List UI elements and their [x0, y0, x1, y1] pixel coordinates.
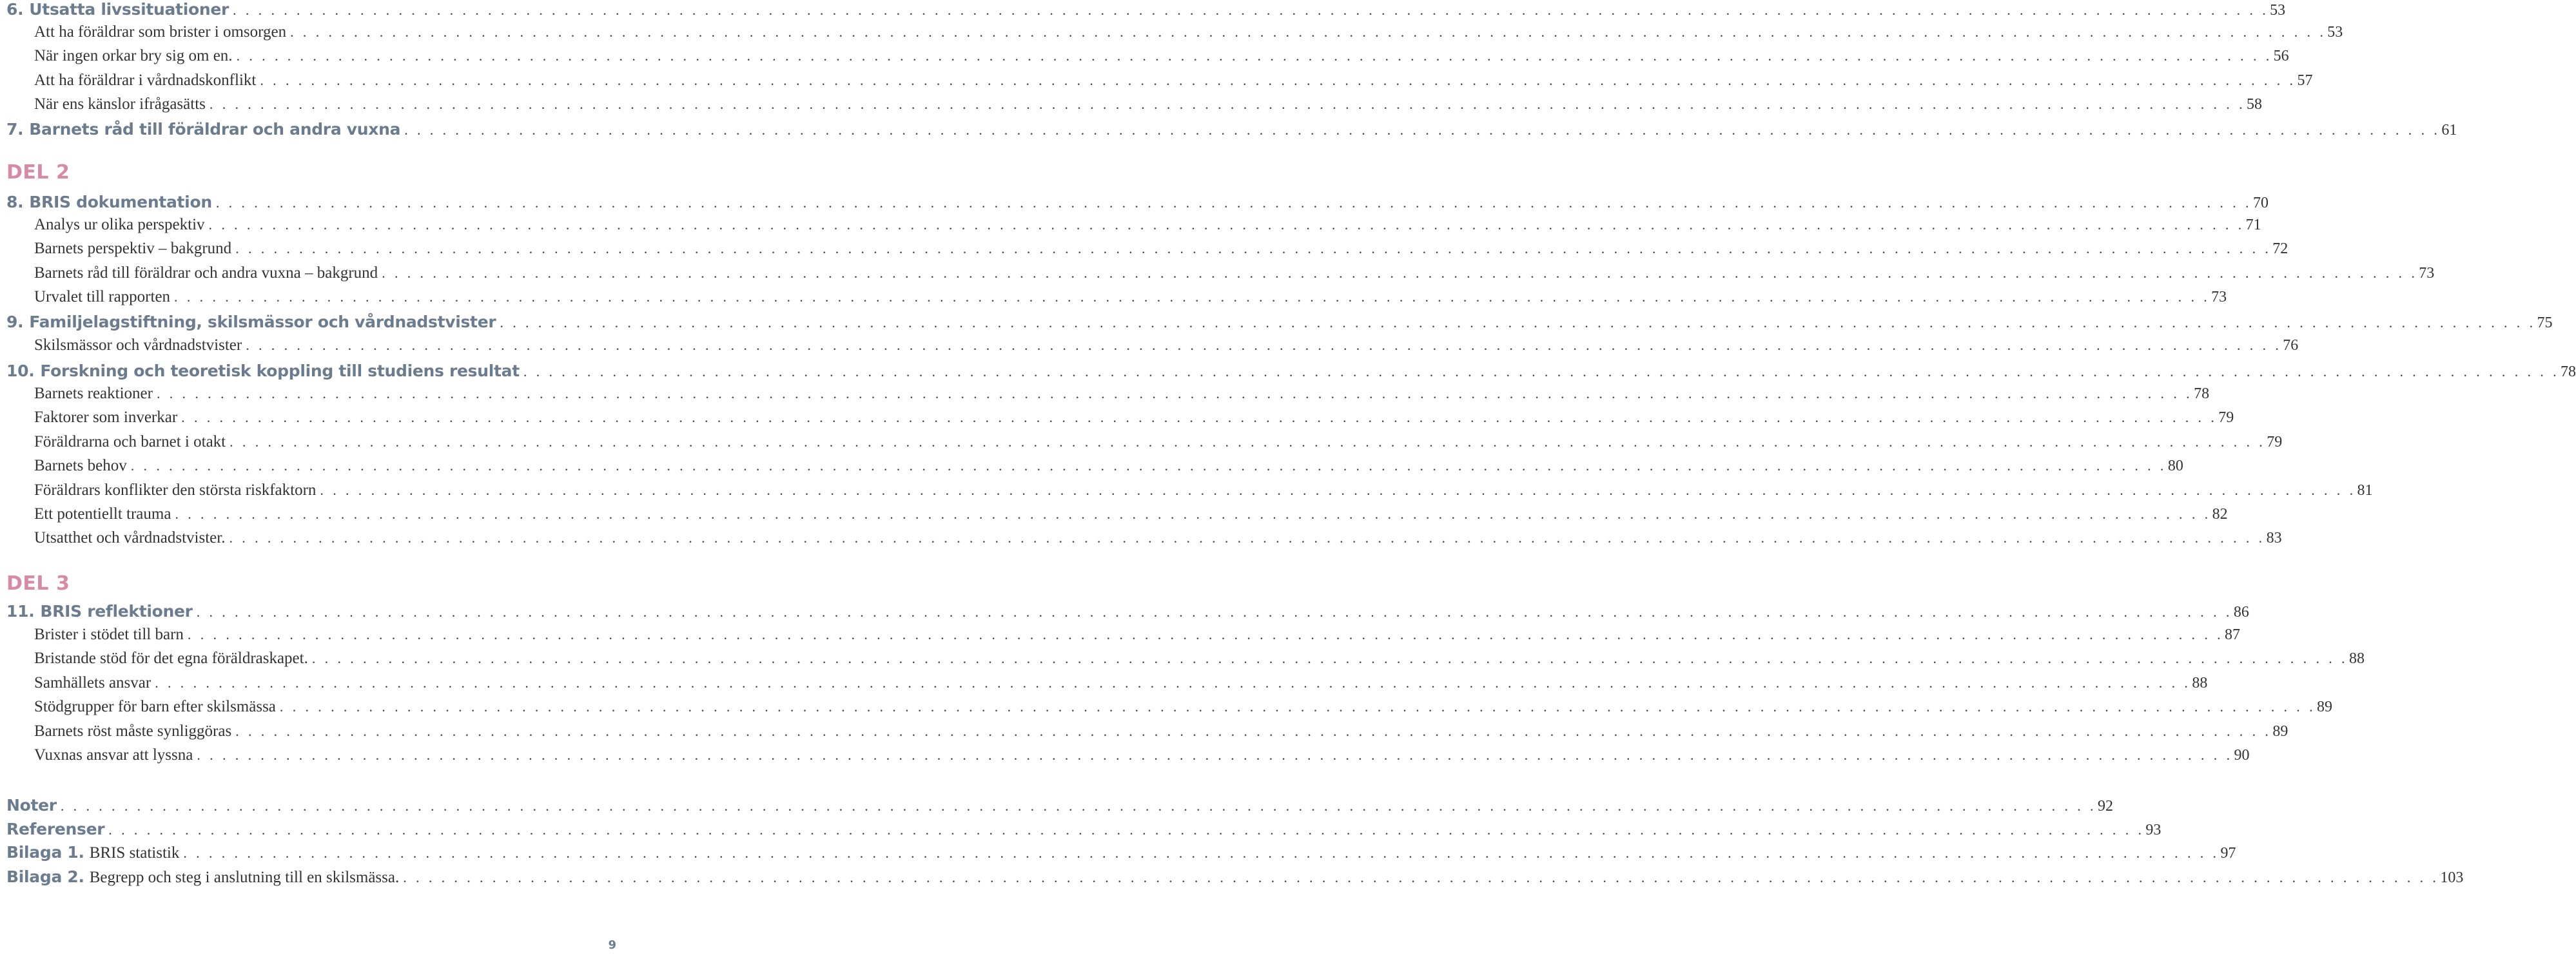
page-ref: 56 [2273, 48, 2289, 64]
dot-leader: . . . . . . . . . . . . . . . . . . . . . . . . . . . . . . . . . . . . . . . . . . . . . . . . . . . . . . . . . . . . . . . . . . . . . . . . . . . . . . . . . . . . . . . . . . . . . . . . . . . . . . . . . . . . . . . . . . . . . . . . . . . . . . . . . . . . . . . . . . . . . . . . . . . . . . . . . . . . . . . . [156, 385, 2193, 401]
dot-leader: . . . . . . . . . . . . . . . . . . . . . . . . . . . . . . . . . . . . . . . . . . . . . . . . . . . . . . . . . . . . . . . . . . . . . . . . . . . . . . . . . . . . . . . . . . . . . . . . . . . . . . . . . . . . . . . . . . . . . . . . . . . . . . . . . . . . . . . . . . . . . . . . . . . . . . . . . . . . . . . . [197, 747, 2233, 763]
entry-title-group [34, 385, 153, 403]
section-title: Urvalet till rapporten [34, 288, 171, 305]
chapter-title: Forskning och teoretisk koppling till studiens resultat [40, 362, 520, 380]
page-ref: 86 [2233, 604, 2249, 621]
entry-title-group [6, 193, 212, 211]
toc-entry-sub[interactable] [34, 23, 2343, 45]
entry-title-group [34, 674, 151, 692]
section-title: Stödgrupper för barn efter skilsmässa [34, 698, 276, 715]
toc-entry-sub[interactable] [34, 288, 2227, 310]
entry-title-group [34, 336, 242, 354]
toc-entry-chapter[interactable] [6, 820, 2161, 842]
page-ref: 75 [2537, 314, 2553, 331]
page-ref: 78 [2194, 385, 2210, 402]
entry-title-group [34, 529, 225, 547]
toc-entry-chapter[interactable] [6, 193, 2269, 215]
entry-title-group [34, 433, 226, 451]
section-title: Barnets behov [34, 457, 127, 474]
entry-title-group [34, 72, 256, 90]
dot-leader: . . . . . . . . . . . . . . . . . . . . . . . . . . . . . . . . . . . . . . . . . . . . . . . . . . . . . . . . . . . . . . . . . . . . . . . . . . . . . . . . . . . . . . . . . . . . . . . . . . . . . . . . . . . . . . . . . . . . . . . . . . . . . . . . . . . . . . . . . . . . . . . . . . . . . . . . . . . . . . . . [187, 626, 2224, 643]
page-ref: 73 [2211, 289, 2227, 305]
chapter-number: 7. [6, 120, 24, 139]
toc-entry-chapter[interactable] [6, 362, 2576, 383]
page-ref: 76 [2283, 337, 2299, 354]
section-title: Samhällets ansvar [34, 674, 151, 691]
chapter-number: 10. [6, 362, 35, 380]
appendix-label: Bilaga 2. [6, 867, 84, 886]
dot-leader: . . . . . . . . . . . . . . . . . . . . . . . . . . . . . . . . . . . . . . . . . . . . . . . . . . . . . . . . . . . . . . . . . . . . . . . . . . . . . . . . . . . . . . . . . . . . . . . . . . . . . . . . . . . . . . . . . . . . . . . . . . . . . . . . . . . . . . . . . . . . . . . . . . . . . . . . . . . . . . . . [523, 363, 2559, 380]
entry-title-group [6, 0, 229, 19]
toc-entry-sub[interactable] [34, 216, 2261, 238]
entry-title-group [34, 746, 193, 764]
dot-leader: . . . . . . . . . . . . . . . . . . . . . . . . . . . . . . . . . . . . . . . . . . . . . . . . . . . . . . . . . . . . . . . . . . . . . . . . . . . . . . . . . . . . . . . . . . . . . . . . . . . . . . . . . . . . . . . . . . . . . . . . . . . . . . . . . . . . . . . . . . . . . . . . . . . . . . . . . . . . . . . . [215, 195, 2252, 211]
entry-title-group [34, 216, 205, 234]
entry-title-group [6, 796, 57, 815]
section-title: Föräldrarna och barnet i otakt [34, 433, 226, 450]
entry-title-group [6, 120, 400, 139]
entry-title-group [34, 47, 233, 65]
toc-entry-sub[interactable] [34, 240, 2288, 262]
page-ref: 89 [2272, 723, 2288, 740]
page-ref: 53 [2327, 24, 2343, 41]
chapter-number: 6. [6, 0, 24, 19]
dot-leader: . . . . . . . . . . . . . . . . . . . . . . . . . . . . . . . . . . . . . . . . . . . . . . . . . . . . . . . . . . . . . . . . . . . . . . . . . . . . . . . . . . . . . . . . . . . . . . . . . . . . . . . . . . . . . . . . . . . . . . . . . . . . . . . . . . . . . . . . . . . . . . . . . . . . . . . . . . . . . . . . [155, 675, 2191, 691]
page-ref: 71 [2245, 217, 2261, 233]
page-ref: 61 [2441, 122, 2457, 139]
toc-entry-sub[interactable] [34, 457, 2183, 479]
toc-entry-sub[interactable] [34, 481, 2373, 503]
dot-leader: . . . . . . . . . . . . . . . . . . . . . . . . . . . . . . . . . . . . . . . . . . . . . . . . . . . . . . . . . . . . . . . . . . . . . . . . . . . . . . . . . . . . . . . . . . . . . . . . . . . . . . . . . . . . . . . . . . . . . . . . . . . . . . . . . . . . . . . . . . . . . . . . . . . . . . . . . . . . . . . . [229, 434, 2266, 450]
page-ref: 89 [2317, 699, 2333, 715]
dot-leader: . . . . . . . . . . . . . . . . . . . . . . . . . . . . . . . . . . . . . . . . . . . . . . . . . . . . . . . . . . . . . . . . . . . . . . . . . . . . . . . . . . . . . . . . . . . . . . . . . . . . . . . . . . . . . . . . . . . . . . . . . . . . . . . . . . . . . . . . . . . . . . . . . . . . . . . . . . . . . . . . [382, 265, 2418, 281]
entry-title-group [6, 602, 193, 621]
dot-leader: . . . . . . . . . . . . . . . . . . . . . . . . . . . . . . . . . . . . . . . . . . . . . . . . . . . . . . . . . . . . . . . . . . . . . . . . . . . . . . . . . . . . . . . . . . . . . . . . . . . . . . . . . . . . . . . . . . . . . . . . . . . . . . . . . . . . . . . . . . . . . . . . . . . . . . . . . . . . . . . . [279, 699, 2316, 715]
entry-title-group [34, 23, 286, 41]
page-ref: 92 [2097, 798, 2113, 815]
page-ref: 82 [2212, 506, 2228, 523]
entry-title-group [34, 505, 171, 523]
section-title: Analys ur olika perspektiv [34, 216, 205, 233]
page-ref: 97 [2220, 845, 2236, 862]
part-heading: DEL 2 [6, 161, 70, 184]
toc-entry-sub[interactable] [34, 264, 2435, 286]
chapter-number: 9. [6, 313, 24, 331]
dot-leader: . . . . . . . . . . . . . . . . . . . . . . . . . . . . . . . . . . . . . . . . . . . . . . . . . . . . . . . . . . . . . . . . . . . . . . . . . . . . . . . . . . . . . . . . . . . . . . . . . . . . . . . . . . . . . . . . . . . . . . . . . . . . . . . . . . . . . . . . . . . . . . . . . . . . . . . . . . . . . . . . [209, 96, 2245, 112]
page-number: 9 [608, 938, 616, 952]
section-title: När ingen orkar bry sig om en. [34, 47, 233, 64]
dot-leader: . . . . . . . . . . . . . . . . . . . . . . . . . . . . . . . . . . . . . . . . . . . . . . . . . . . . . . . . . . . . . . . . . . . . . . . . . . . . . . . . . . . . . . . . . . . . . . . . . . . . . . . . . . . . . . . . . . . . . . . . . . . . . . . . . . . . . . . . . . . . . . . . . . . . . . . . . . . . . . . . [235, 723, 2272, 739]
toc-entry-bilaga[interactable] [6, 867, 2464, 889]
section-title: Barnets röst måste synliggöras [34, 722, 232, 740]
section-title: Skilsmässor och vårdnadstvister [34, 336, 242, 354]
page-ref: 87 [2225, 626, 2241, 643]
chapter-title: Referenser [6, 820, 105, 838]
section-title: Barnets reaktioner [34, 385, 153, 402]
toc-entry-sub[interactable] [34, 505, 2228, 527]
toc-entry-sub[interactable] [34, 336, 2299, 358]
toc-entry-sub[interactable] [34, 47, 2289, 69]
entry-title-group [6, 867, 399, 887]
section-title: Barnets råd till föräldrar och andra vuxna – bakgrund [34, 264, 378, 282]
toc-entry-bilaga[interactable] [6, 843, 2236, 865]
toc-entry-sub[interactable] [34, 722, 2288, 744]
section-title: Vuxnas ansvar att lyssna [34, 746, 193, 764]
section-title: Föräldrars konflikter den största riskfaktorn [34, 481, 317, 499]
dot-leader: . . . . . . . . . . . . . . . . . . . . . . . . . . . . . . . . . . . . . . . . . . . . . . . . . . . . . . . . . . . . . . . . . . . . . . . . . . . . . . . . . . . . . . . . . . . . . . . . . . . . . . . . . . . . . . . . . . . . . . . . . . . . . . . . . . . . . . . . . . . . . . . . . . . . . . . . . . . . . . . . [500, 314, 2536, 331]
chapter-title: Familjelagstiftning, skilsmässor och vårdnadstvister [29, 313, 496, 331]
dot-leader: . . . . . . . . . . . . . . . . . . . . . . . . . . . . . . . . . . . . . . . . . . . . . . . . . . . . . . . . . . . . . . . . . . . . . . . . . . . . . . . . . . . . . . . . . . . . . . . . . . . . . . . . . . . . . . . . . . . . . . . . . . . . . . . . . . . . . . . . . . . . . . . . . . . . . . . . . . . . . . . . [108, 822, 2145, 838]
page-ref: 57 [2297, 72, 2313, 89]
page-ref: 88 [2192, 675, 2208, 691]
toc-entry-chapter[interactable] [6, 313, 2553, 334]
dot-leader: . . . . . . . . . . . . . . . . . . . . . . . . . . . . . . . . . . . . . . . . . . . . . . . . . . . . . . . . . . . . . . . . . . . . . . . . . . . . . . . . . . . . . . . . . . . . . . . . . . . . . . . . . . . . . . . . . . . . . . . . . . . . . . . . . . . . . . . . . . . . . . . . . . . . . . . . . . . . . . . . [260, 72, 2296, 88]
toc-entry-chapter[interactable] [6, 0, 2286, 22]
section-title: Utsatthet och vårdnadstvister. [34, 529, 226, 546]
dot-leader: . . . . . . . . . . . . . . . . . . . . . . . . . . . . . . . . . . . . . . . . . . . . . . . . . . . . . . . . . . . . . . . . . . . . . . . . . . . . . . . . . . . . . . . . . . . . . . . . . . . . . . . . . . . . . . . . . . . . . . . . . . . . . . . . . . . . . . . . . . . . . . . . . . . . . . . . . . . . . . . . [181, 409, 2218, 425]
toc-entry-sub[interactable] [34, 650, 2365, 672]
chapter-title: Utsatta livssituationer [29, 0, 229, 19]
dot-leader: . . . . . . . . . . . . . . . . . . . . . . . . . . . . . . . . . . . . . . . . . . . . . . . . . . . . . . . . . . . . . . . . . . . . . . . . . . . . . . . . . . . . . . . . . . . . . . . . . . . . . . . . . . . . . . . . . . . . . . . . . . . . . . . . . . . . . . . . . . . . . . . . . . . . . . . . . . . . . . . . [183, 845, 2220, 861]
page-ref: 78 [2561, 363, 2576, 380]
entry-title-group [34, 95, 206, 113]
page-ref: 81 [2357, 482, 2373, 499]
appendix-title: BRIS statistik [89, 844, 180, 862]
page-ref: 80 [2167, 458, 2183, 474]
toc-entry-sub[interactable] [34, 529, 2282, 551]
toc-entry-chapter[interactable] [6, 602, 2249, 624]
dot-leader: . . . . . . . . . . . . . . . . . . . . . . . . . . . . . . . . . . . . . . . . . . . . . . . . . . . . . . . . . . . . . . . . . . . . . . . . . . . . . . . . . . . . . . . . . . . . . . . . . . . . . . . . . . . . . . . . . . . . . . . . . . . . . . . . . . . . . . . . . . . . . . . . . . . . . . . . . . . . . . . . [404, 122, 2441, 138]
dot-leader: . . . . . . . . . . . . . . . . . . . . . . . . . . . . . . . . . . . . . . . . . . . . . . . . . . . . . . . . . . . . . . . . . . . . . . . . . . . . . . . . . . . . . . . . . . . . . . . . . . . . . . . . . . . . . . . . . . . . . . . . . . . . . . . . . . . . . . . . . . . . . . . . . . . . . . . . . . . . . . . . [196, 604, 2232, 620]
page-ref: 88 [2348, 650, 2365, 667]
toc-entry-chapter[interactable] [6, 796, 2113, 818]
dot-leader: . . . . . . . . . . . . . . . . . . . . . . . . . . . . . . . . . . . . . . . . . . . . . . . . . . . . . . . . . . . . . . . . . . . . . . . . . . . . . . . . . . . . . . . . . . . . . . . . . . . . . . . . . . . . . . . . . . . . . . . . . . . . . . . . . . . . . . . . . . . . . . . . . . . . . . . . . . . . . . . . [235, 240, 2272, 256]
section-title: Att ha föräldrar i vårdnadskonflikt [34, 72, 257, 89]
dot-leader: . . . . . . . . . . . . . . . . . . . . . . . . . . . . . . . . . . . . . . . . . . . . . . . . . . . . . . . . . . . . . . . . . . . . . . . . . . . . . . . . . . . . . . . . . . . . . . . . . . . . . . . . . . . . . . . . . . . . . . . . . . . . . . . . . . . . . . . . . . . . . . . . . . . . . . . . . . . . . . . . [236, 48, 2272, 64]
dot-leader: . . . . . . . . . . . . . . . . . . . . . . . . . . . . . . . . . . . . . . . . . . . . . . . . . . . . . . . . . . . . . . . . . . . . . . . . . . . . . . . . . . . . . . . . . . . . . . . . . . . . . . . . . . . . . . . . . . . . . . . . . . . . . . . . . . . . . . . . . . . . . . . . . . . . . . . . . . . . . . . . [175, 506, 2211, 522]
dot-leader: . . . . . . . . . . . . . . . . . . . . . . . . . . . . . . . . . . . . . . . . . . . . . . . . . . . . . . . . . . . . . . . . . . . . . . . . . . . . . . . . . . . . . . . . . . . . . . . . . . . . . . . . . . . . . . . . . . . . . . . . . . . . . . . . . . . . . . . . . . . . . . . . . . . . . . . . . . . . . . . . [233, 2, 2269, 18]
chapter-number: 11. [6, 602, 35, 621]
dot-leader: . . . . . . . . . . . . . . . . . . . . . . . . . . . . . . . . . . . . . . . . . . . . . . . . . . . . . . . . . . . . . . . . . . . . . . . . . . . . . . . . . . . . . . . . . . . . . . . . . . . . . . . . . . . . . . . . . . . . . . . . . . . . . . . . . . . . . . . . . . . . . . . . . . . . . . . . . . . . . . . . [320, 482, 2356, 498]
toc-entry-sub[interactable] [34, 626, 2241, 648]
entry-title-group [6, 362, 520, 380]
page-ref: 58 [2247, 96, 2262, 113]
toc-entry-sub[interactable] [34, 72, 2313, 93]
entry-title-group [34, 650, 308, 668]
page-ref: 79 [2218, 409, 2234, 426]
page-ref: 103 [2440, 869, 2464, 886]
page-ref: 90 [2234, 747, 2250, 764]
chapter-title: BRIS dokumentation [29, 193, 212, 211]
toc-entry-sub[interactable] [34, 385, 2210, 407]
dot-leader: . . . . . . . . . . . . . . . . . . . . . . . . . . . . . . . . . . . . . . . . . . . . . . . . . . . . . . . . . . . . . . . . . . . . . . . . . . . . . . . . . . . . . . . . . . . . . . . . . . . . . . . . . . . . . . . . . . . . . . . . . . . . . . . . . . . . . . . . . . . . . . . . . . . . . . . . . . . . . . . . [60, 798, 2096, 814]
chapter-title: Barnets råd till föräldrar och andra vuxna [29, 120, 401, 139]
section-title: Brister i stödet till barn [34, 626, 184, 643]
section-title: Bristande stöd för det egna föräldraskapet. [34, 650, 308, 667]
dot-leader: . . . . . . . . . . . . . . . . . . . . . . . . . . . . . . . . . . . . . . . . . . . . . . . . . . . . . . . . . . . . . . . . . . . . . . . . . . . . . . . . . . . . . . . . . . . . . . . . . . . . . . . . . . . . . . . . . . . . . . . . . . . . . . . . . . . . . . . . . . . . . . . . . . . . . . . . . . . . . . . . [130, 458, 2167, 474]
page-ref: 72 [2272, 240, 2288, 257]
section-title: Faktorer som inverkar [34, 409, 178, 426]
dot-leader: . . . . . . . . . . . . . . . . . . . . . . . . . . . . . . . . . . . . . . . . . . . . . . . . . . . . . . . . . . . . . . . . . . . . . . . . . . . . . . . . . . . . . . . . . . . . . . . . . . . . . . . . . . . . . . . . . . . . . . . . . . . . . . . . . . . . . . . . . . . . . . . . . . . . . . . . . . . . . . . . [311, 650, 2348, 666]
toc-entry-sub[interactable] [34, 674, 2208, 696]
entry-title-group [6, 843, 179, 862]
entry-title-group [34, 288, 170, 306]
toc-entry-sub[interactable] [34, 698, 2333, 720]
entry-title-group [34, 626, 184, 644]
page-ref: 70 [2252, 195, 2269, 211]
chapter-number: 8. [6, 193, 24, 211]
dot-leader: . . . . . . . . . . . . . . . . . . . . . . . . . . . . . . . . . . . . . . . . . . . . . . . . . . . . . . . . . . . . . . . . . . . . . . . . . . . . . . . . . . . . . . . . . . . . . . . . . . . . . . . . . . . . . . . . . . . . . . . . . . . . . . . . . . . . . . . . . . . . . . . . . . . . . . . . . . . . . . . . [246, 337, 2282, 353]
dot-leader: . . . . . . . . . . . . . . . . . . . . . . . . . . . . . . . . . . . . . . . . . . . . . . . . . . . . . . . . . . . . . . . . . . . . . . . . . . . . . . . . . . . . . . . . . . . . . . . . . . . . . . . . . . . . . . . . . . . . . . . . . . . . . . . . . . . . . . . . . . . . . . . . . . . . . . . . . . . . . . . . [290, 24, 2327, 40]
entry-title-group [34, 698, 276, 716]
dot-leader: . . . . . . . . . . . . . . . . . . . . . . . . . . . . . . . . . . . . . . . . . . . . . . . . . . . . . . . . . . . . . . . . . . . . . . . . . . . . . . . . . . . . . . . . . . . . . . . . . . . . . . . . . . . . . . . . . . . . . . . . . . . . . . . . . . . . . . . . . . . . . . . . . . . . . . . . . . . . . . . . [403, 869, 2439, 885]
toc-entry-chapter[interactable] [6, 120, 2457, 142]
appendix-label: Bilaga 1. [6, 843, 84, 862]
toc-entry-sub[interactable] [34, 746, 2250, 768]
section-title: Barnets perspektiv – bakgrund [34, 240, 232, 257]
chapter-title: Noter [6, 796, 57, 815]
appendix-title: Begrepp och steg i anslutning till en skilsmässa. [89, 869, 400, 886]
dot-leader: . . . . . . . . . . . . . . . . . . . . . . . . . . . . . . . . . . . . . . . . . . . . . . . . . . . . . . . . . . . . . . . . . . . . . . . . . . . . . . . . . . . . . . . . . . . . . . . . . . . . . . . . . . . . . . . . . . . . . . . . . . . . . . . . . . . . . . . . . . . . . . . . . . . . . . . . . . . . . . . . [174, 289, 2210, 305]
entry-title-group [34, 409, 177, 427]
chapter-title: BRIS reflektioner [40, 602, 193, 621]
dot-leader: . . . . . . . . . . . . . . . . . . . . . . . . . . . . . . . . . . . . . . . . . . . . . . . . . . . . . . . . . . . . . . . . . . . . . . . . . . . . . . . . . . . . . . . . . . . . . . . . . . . . . . . . . . . . . . . . . . . . . . . . . . . . . . . . . . . . . . . . . . . . . . . . . . . . . . . . . . . . . . . . [208, 217, 2245, 233]
page-ref: 93 [2145, 822, 2161, 838]
entry-title-group [34, 264, 378, 282]
entry-title-group [34, 240, 231, 258]
page-ref: 73 [2419, 265, 2435, 282]
toc-entry-sub[interactable] [34, 433, 2283, 455]
section-title: Att ha föräldrar som brister i omsorgen [34, 23, 287, 41]
part-heading: DEL 3 [6, 572, 70, 595]
section-title: När ens känslor ifrågasätts [34, 95, 206, 113]
entry-title-group [6, 313, 496, 331]
dot-leader: . . . . . . . . . . . . . . . . . . . . . . . . . . . . . . . . . . . . . . . . . . . . . . . . . . . . . . . . . . . . . . . . . . . . . . . . . . . . . . . . . . . . . . . . . . . . . . . . . . . . . . . . . . . . . . . . . . . . . . . . . . . . . . . . . . . . . . . . . . . . . . . . . . . . . . . . . . . . . . . . [229, 530, 2265, 546]
entry-title-group [6, 820, 104, 838]
toc-entry-sub[interactable] [34, 95, 2262, 117]
page-ref: 53 [2270, 2, 2286, 19]
entry-title-group [34, 722, 231, 740]
entry-title-group [34, 481, 316, 499]
entry-title-group [34, 457, 127, 475]
page-ref: 79 [2267, 434, 2283, 450]
section-title: Ett potentiellt trauma [34, 505, 171, 523]
toc-entry-sub[interactable] [34, 409, 2234, 430]
page-ref: 83 [2266, 530, 2282, 546]
